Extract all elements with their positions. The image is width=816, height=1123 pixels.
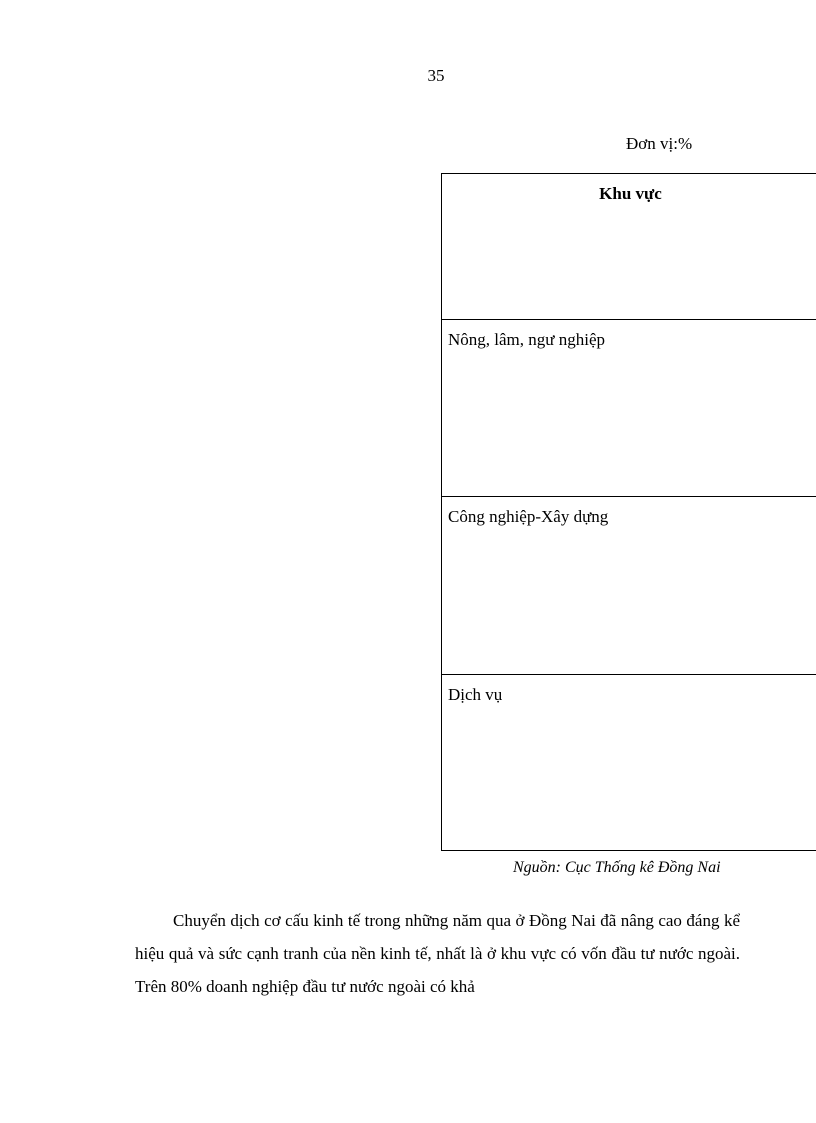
page-number: 35 [427,66,445,85]
economic-structure-table [441,173,816,851]
table-row-label: Công nghiệp-Xây dựng [448,507,609,526]
table-row [442,674,816,851]
table-row [442,496,816,674]
table-row-label: Nông, lâm, ngư nghiệp [448,330,606,349]
body-paragraph: Chuyển dịch cơ cấu kinh tế trong những năm qua ở Đồng Nai đã nâng cao đáng kể hiệu quả và sức cạnh tranh của nền kinh tế, nhất là ở khu vực có vốn đầu tư nước ngoài. Trên 80% doanh nghiệp đầu tư nước ngoài có khả [135,911,740,996]
table-header-row [442,174,816,319]
table-header-region: Khu vực [599,184,662,203]
table-row [442,319,816,496]
table-unit-label: Đơn vị:% [626,134,693,153]
table-row-label: Dịch vụ [448,685,503,704]
table-source-note: Nguồn: Cục Thống kê Đồng Nai [513,859,721,876]
